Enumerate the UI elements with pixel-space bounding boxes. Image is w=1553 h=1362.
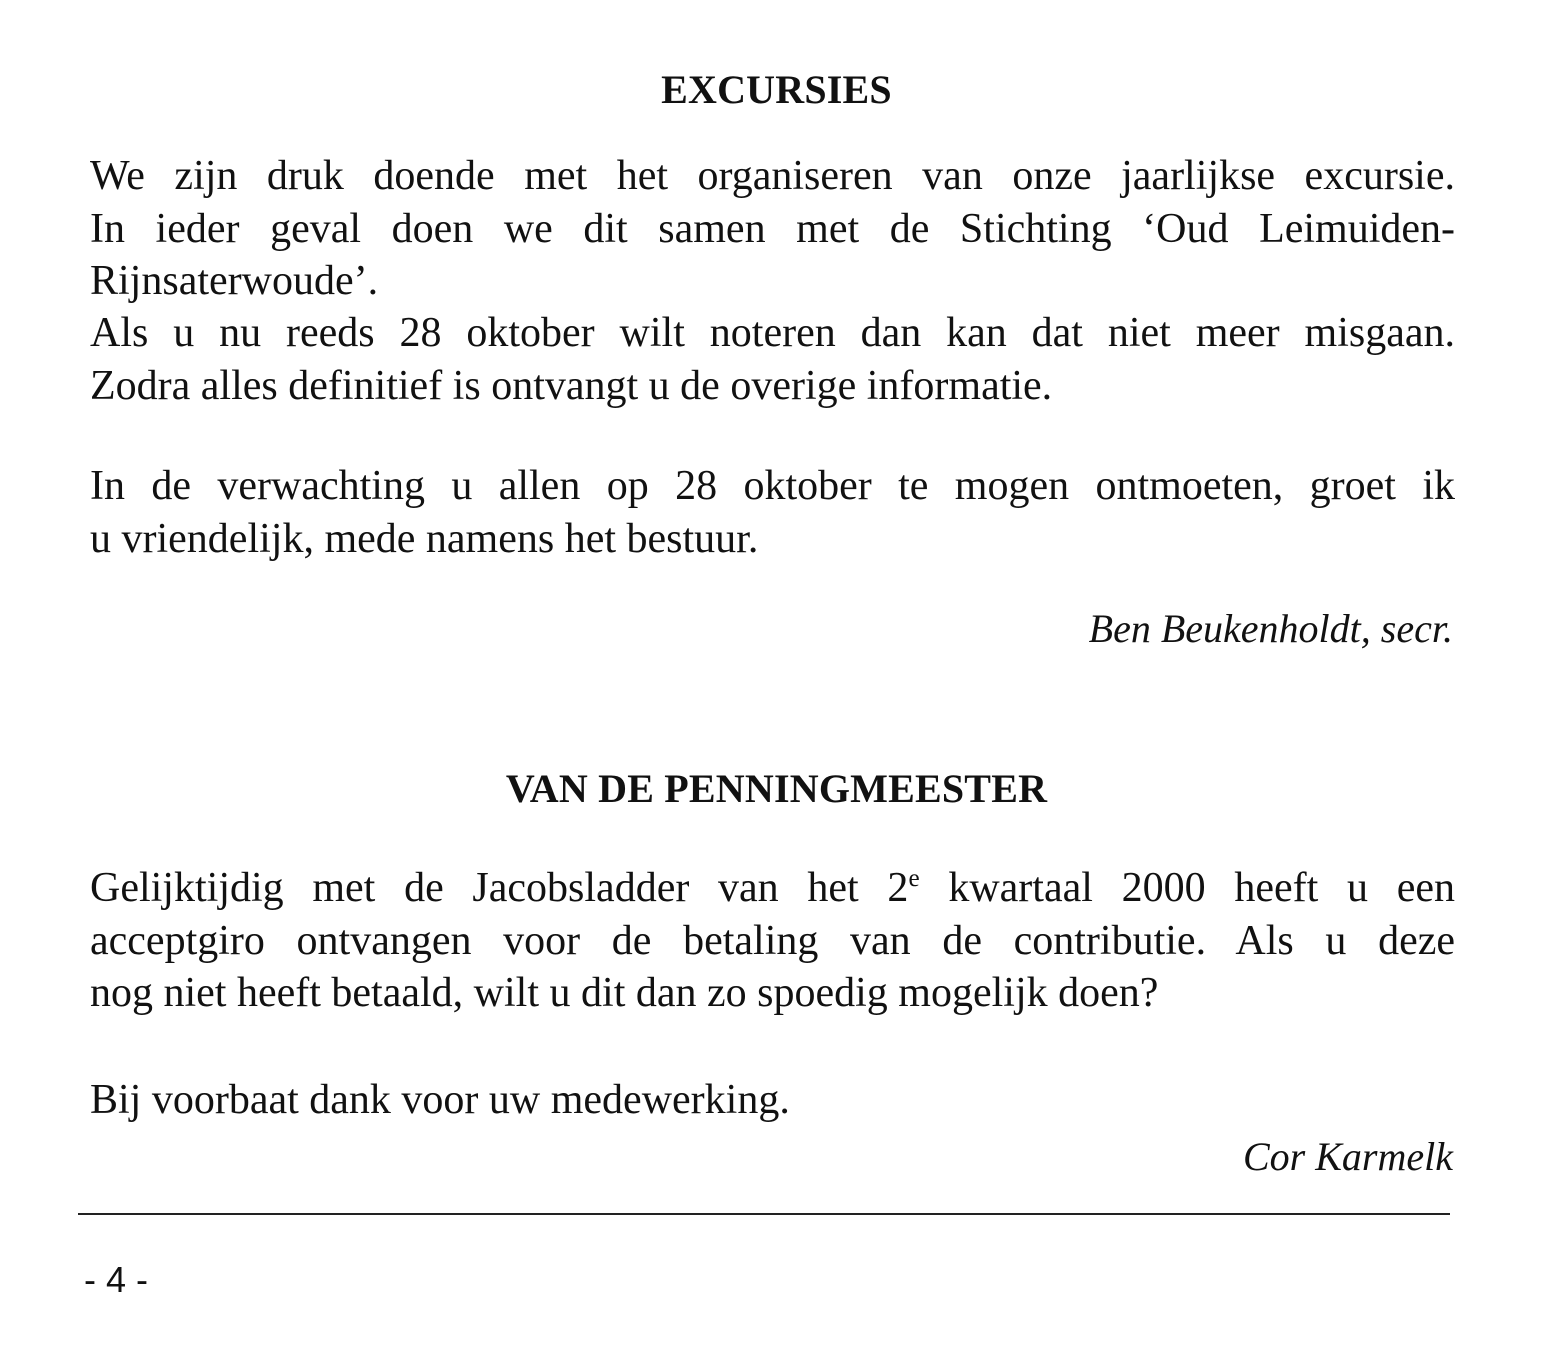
text-line: In ieder geval doen we dit samen met de Stichting ‘Oud Leimuiden- xyxy=(90,205,1455,252)
penningmeester-heading: VAN DE PENNINGMEESTER xyxy=(505,766,1048,811)
text-fragment: Gelijktijdig met de Jacobsladder van het 2 xyxy=(90,865,909,911)
text-line: In de verwachting u allen op 28 oktober te mogen ontmoeten, groet ik xyxy=(90,463,1455,509)
text-line xyxy=(90,862,1455,915)
penningmeester-paragraph-2 xyxy=(90,1074,1455,1127)
text-line: We zijn druk doende met het organiseren van onze jaarlijkse excursie. xyxy=(90,153,1455,199)
text-line: Zodra alles definitief is ontvangt u de overige informatie. xyxy=(90,362,1053,409)
penningmeester-paragraph-1 xyxy=(90,862,1455,1020)
excursies-paragraph-3 xyxy=(90,460,1455,565)
page-number: - 4 - xyxy=(84,1259,149,1300)
text-line: Als u nu reeds 28 oktober wilt noteren dan kan dat niet meer misgaan. xyxy=(90,310,1455,356)
text-line: Bij voorbaat dank voor uw medewerking. xyxy=(90,1077,790,1123)
text-line: acceptgiro ontvangen voor de betaling van de contributie. Als u deze xyxy=(90,917,1455,964)
penningmeester-signature: Cor Karmelk xyxy=(1243,1134,1453,1179)
excursies-heading: EXCURSIES xyxy=(661,67,892,112)
footer-divider xyxy=(78,1213,1450,1215)
excursies-paragraph-2 xyxy=(90,307,1455,412)
text-line: nog niet heeft betaald, wilt u dit dan zo spoedig mogelijk doen? xyxy=(90,970,1159,1016)
text-fragment: kwartaal 2000 heeft u een xyxy=(919,865,1455,911)
excursies-paragraph-1 xyxy=(90,150,1455,308)
superscript: e xyxy=(908,864,920,892)
text-line: Rijnsaterwoude’. xyxy=(90,258,379,304)
text-line: u vriendelijk, mede namens het bestuur. xyxy=(90,515,759,562)
excursies-signature: Ben Beukenholdt, secr. xyxy=(1088,606,1453,651)
